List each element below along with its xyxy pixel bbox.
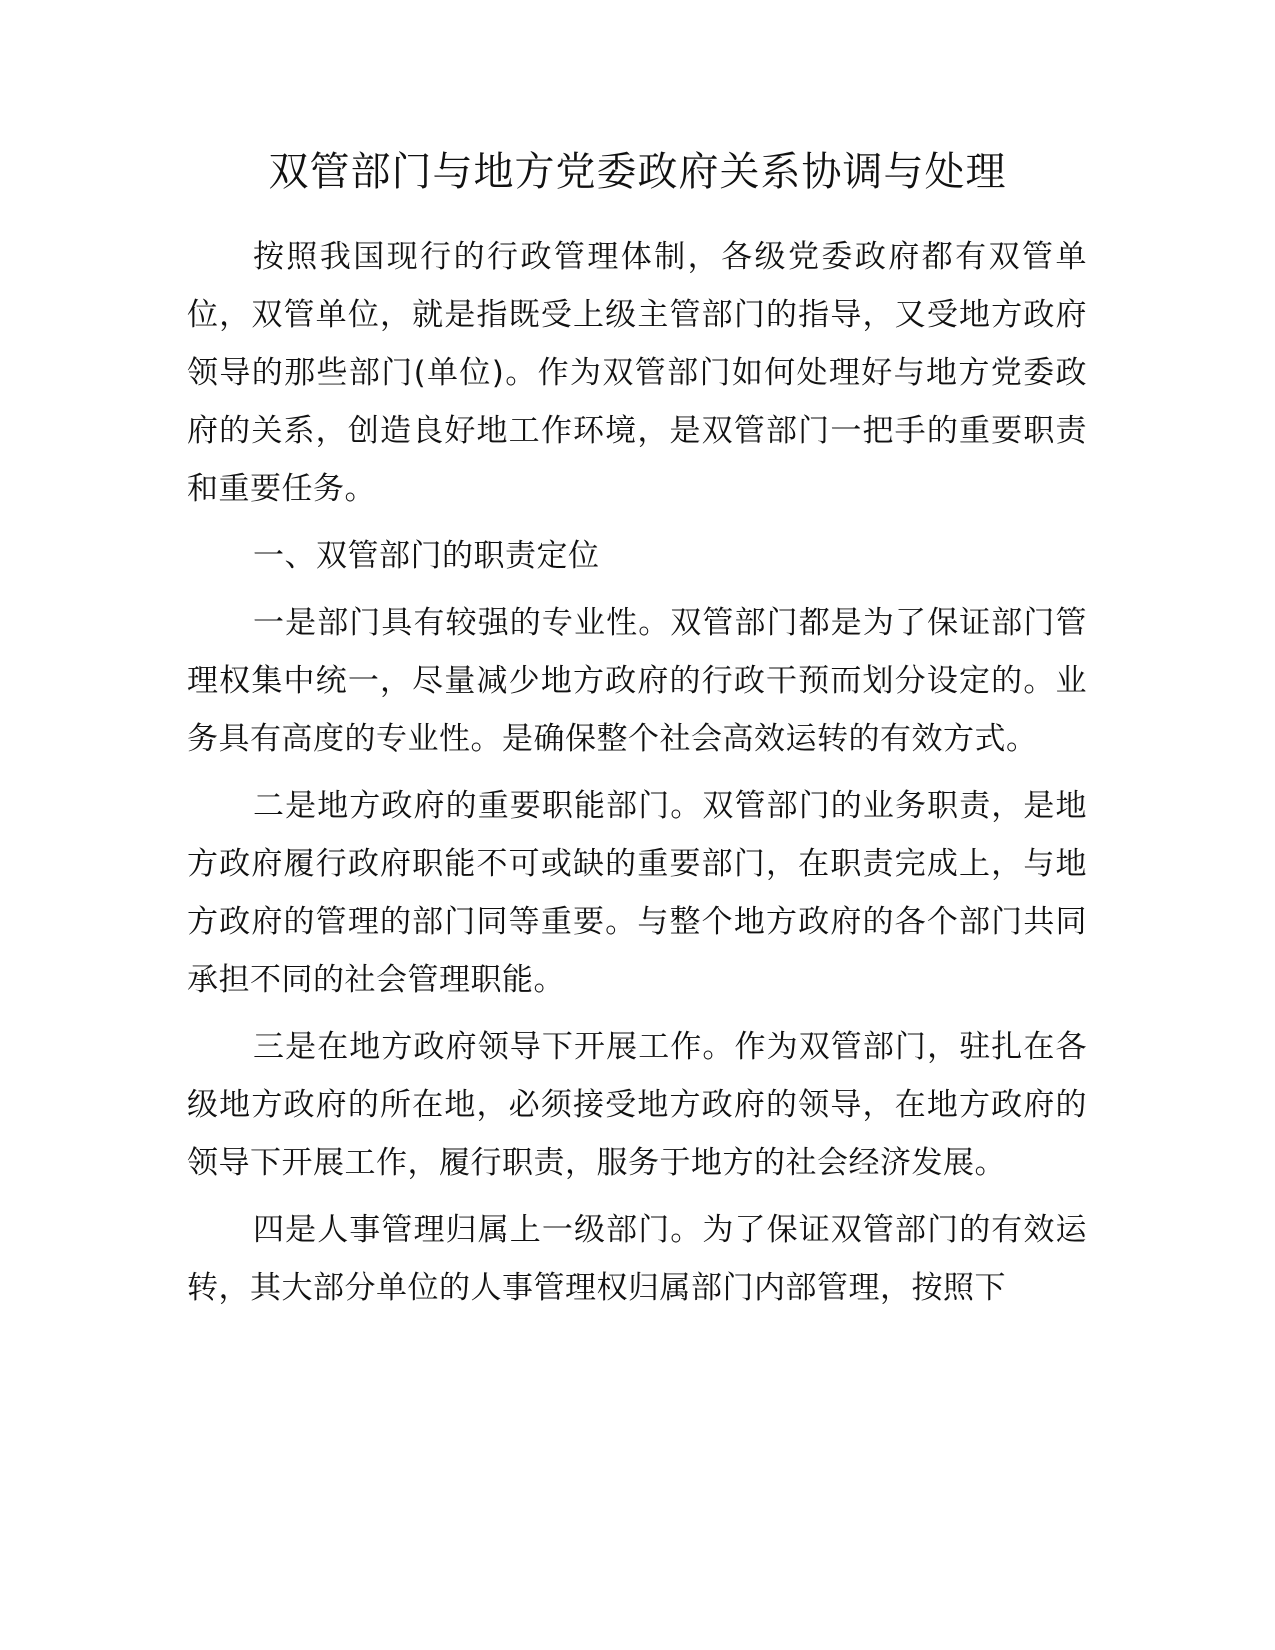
section-heading: 一、双管部门的职责定位 <box>253 538 600 574</box>
paragraph-point-4: 四是人事管理归属上一级部门。为了保证双管部门的有效运转，其大部分单位的人事管理权归属部门内部管理，按照下 <box>187 1212 1087 1306</box>
paragraph-intro: 按照我国现行的行政管理体制，各级党委政府都有双管单位，双管单位，就是指既受上级主管部门的指导，又受地方政府领导的那些部门(单位)。作为双管部门如何处理好与地方党委政府的关系，创造良好地工作环境，是双管部门一把手的重要职责和重要任务。 <box>187 239 1087 507</box>
paragraph-point-3: 三是在地方政府领导下开展工作。作为双管部门，驻扎在各级地方政府的所在地，必须接受地方政府的领导，在地方政府的领导下开展工作，履行职责，服务于地方的社会经济发展。 <box>187 1029 1087 1181</box>
paragraph-point-2: 二是地方政府的重要职能部门。双管部门的业务职责，是地方政府履行政府职能不可或缺的重要部门，在职责完成上，与地方政府的管理的部门同等重要。与整个地方政府的各个部门共同承担不同的社会管理职能。 <box>187 788 1087 998</box>
document-body <box>187 228 1087 1326</box>
document-title: 双管部门与地方党委政府关系协调与处理 <box>268 149 1007 195</box>
paragraph-point-1: 一是部门具有较强的专业性。双管部门都是为了保证部门管理权集中统一，尽量减少地方政府的行政干预而划分设定的。业务具有高度的专业性。是确保整个社会高效运转的有效方式。 <box>187 605 1087 757</box>
